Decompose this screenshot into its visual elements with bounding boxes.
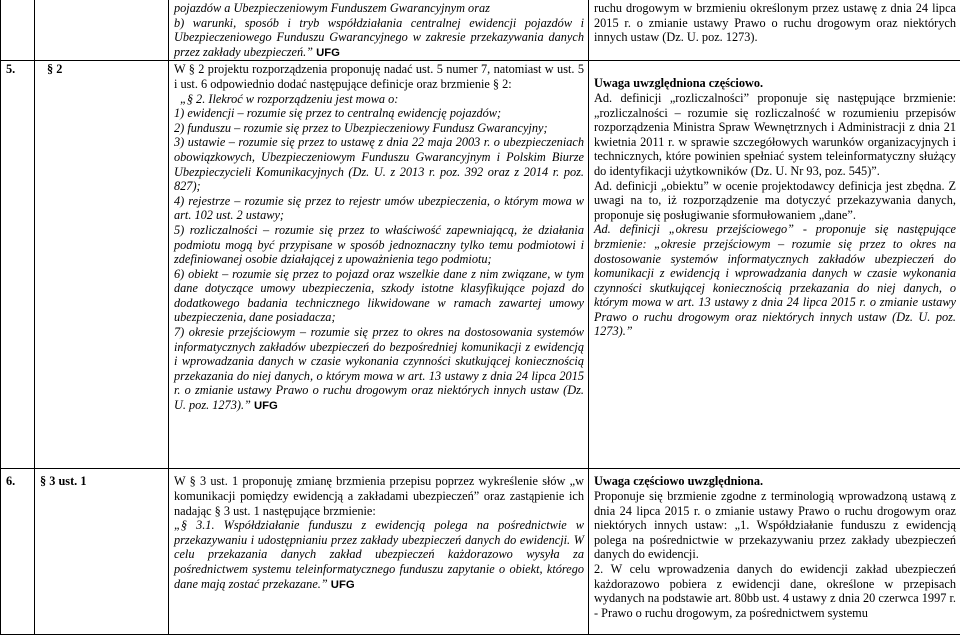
row-location: [35, 0, 169, 61]
remark-item: 6) obiekt – rozumie się przez to pojazd oraz wszelkie dane z nim związane, w tym dane dotyczące umowy ubezpieczenia, szkody istotne klasyfikujące pojazd do dodatkowego badania technicznego likwidowane w ramach zawartej umowy ubezpieczenia, dane posiadacza;: [174, 267, 584, 325]
remark-tag: UFG: [254, 400, 278, 412]
remark-intro: W § 3 ust. 1 proponuję zmianę brzmienia przepisu poprzez wykreślenie słów „w komunikacji pomiędzy ewidencją a zakładami ubezpieczeń” oraz zastąpienie ich nadając § 3 ust. 1 następujące brzmienie:: [174, 474, 584, 518]
table-row: [1, 61, 960, 469]
response-heading: Uwaga uwzględniona częściowo.: [594, 76, 956, 91]
remark-item: 2) funduszu – rozumie się przez to Ubezpieczeniowy Fundusz Gwarancyjny;: [174, 121, 584, 136]
response-paragraph: Proponuje się brzmienie zgodne z terminologią wprowadzoną ustawą z dnia 24 lipca 2015 r. o zmianie ustawy Prawo o ruchu drogowym oraz niektórych innych ustaw: „1. Współdziałanie funduszu z ewidencją polega na pośrednictwie w przekazywaniu przez zakłady ubezpieczeń danych do ewidencji.: [594, 489, 956, 562]
response-cell: [589, 61, 960, 469]
table-row: [1, 0, 960, 61]
response-cell: [589, 469, 960, 635]
remark-quote: „§ 3.1. Współdziałanie funduszu z ewidencją polega na pośrednictwie w przekazywaniu i udostępnianiu przez zakłady ubezpieczeń danych do ewidencji. W celu przekazania danych zakład ubezpieczeń każdorazowo wysyła za pośrednictwem systemu teleinformatycznego funduszu zapytanie o obiekt, którego dane mają zostać przekazane.”: [174, 518, 584, 590]
response-paragraph: 2. W celu wprowadzenia danych do ewidencji zakład ubezpieczeń każdorazowo pobiera z ewidencji dane, określone w przepisach wydanych na podstawie art. 80bb ust. 4 ustawy z dnia 20 czerwca 1997 r. - Prawo o ruchu drogowym, za pośrednictwem systemu: [594, 562, 956, 620]
response-heading: Uwaga częściowo uwzględniona.: [594, 474, 956, 489]
remark-intro: W § 2 projektu rozporządzenia proponuję nadać ust. 5 numer 7, natomiast w ust. 5 i ust. 6 odpowiednio dodać następujące definicje oraz brzmienie § 2:: [174, 62, 584, 91]
response-paragraph: Ad. definicji „obiektu” w ocenie projektodawcy definicja jest zbędna. Z uwagi na to, iż rozporządzenie ma dotyczyć przekazywania danych, proponuje się posługiwanie sformułowaniem „dane”.: [594, 179, 956, 223]
response-paragraph: Ad. definicji „okresu przejściowego” - proponuje się następujące brzmienie: „okresie przejściowym – rozumie się przez to okres na dostosowanie systemów informatycznych zakładów ubezpieczeń do komunikacji z ewidencją i wprowadzania danych w czasie wykonania czynności skutkującej koniecznością przekazania do niej danych, o którym mowa w art. 13 ustawy z dnia 24 lipca 2015 r. o zmianie ustawy Prawo o ruchu drogowym oraz niektórych innych ustaw (Dz. U. poz. 1273).”: [594, 222, 956, 339]
row-number: [1, 0, 35, 61]
remark-cell: [169, 61, 589, 469]
remark-line: pojazdów a Ubezpieczeniowym Funduszem Gwarancyjnym oraz: [174, 1, 584, 16]
remark-line: b) warunki, sposób i tryb współdziałania centralnej ewidencji pojazdów i Ubezpieczeniowego Funduszu Gwarancyjnego w zakresie przekazywania danych przez zakłady ubezpieczeń.”: [174, 16, 584, 59]
remark-item: 5) rozliczalności – rozumie się przez to właściwość zapewniającą, że działania podmiotu mogą być przypisane w sposób jednoznaczny tylko temu podmiotowi i zdefiniowanej osobie działającej z upoważnienia tego podmiotu;: [174, 223, 584, 267]
remark-item: „§ 2. Ilekroć w rozporządzeniu jest mowa o:: [174, 92, 584, 107]
response-cell: [589, 0, 960, 61]
remark-tag: UFG: [316, 47, 340, 59]
row-number: 5.: [1, 61, 35, 469]
remark-item: 7) okresie przejściowym – rozumie się przez to okres na dostosowania systemów informatycznych zakładów ubezpieczeń do bezpośredniej komunikacji z ewidencją i wprowadzania danych w czasie wykonania czynności skutkującej koniecznością przekazania do niej danych, o którym mowa w art. 13 ustawy z dnia 24 lipca 2015 r. o zmianie ustawy Prawo o ruchu drogowym oraz niektórych innych ustaw (Dz. U. poz. 1273).”: [174, 325, 584, 412]
row-location: § 3 ust. 1: [35, 469, 169, 635]
remark-cell: [169, 0, 589, 61]
remark-tag: UFG: [331, 579, 355, 591]
table-row: [1, 469, 960, 635]
remark-item: 3) ustawie – rozumie się przez to ustawę z dnia 22 maja 2003 r. o ubezpieczeniach obowiązkowych, Ubezpieczeniowym Funduszu Gwarancyjnym i Polskim Biurze Ubezpieczycieli Komunikacyjnych (Dz. U. z 2013 r. poz. 392 oraz z 2014 r. poz. 827);: [174, 135, 584, 193]
row-number: 6.: [1, 469, 35, 635]
row-location: § 2: [35, 61, 169, 469]
response-line: ruchu drogowym w brzmieniu określonym przez ustawę z dnia 24 lipca 2015 r. o zmianie ustawy Prawo o ruchu drogowym oraz niektórych innych ustaw (Dz. U. poz. 1273).: [594, 1, 956, 45]
remark-item: 1) ewidencji – rozumie się przez to centralną ewidencję pojazdów;: [174, 106, 584, 121]
remark-item: 4) rejestrze – rozumie się przez to rejestr umów ubezpieczenia, o którym mowa w art. 102 ust. 2 ustawy;: [174, 194, 584, 223]
remark-cell: [169, 469, 589, 635]
response-paragraph: Ad. definicji „rozliczalności” proponuje się następujące brzmienie: „rozliczalności – rozumie się rozliczalność w rozumieniu przepisów rozporządzenia Ministra Spraw Wewnętrznych i Administracji z dnia 21 kwietnia 2011 r. w sprawie szczegółowych warunków organizacyjnych i technicznych, które powinien spełniać system teleinformatyczny służący do identyfikacji użytkowników (Dz. U. Nr 93, poz. 545)”.: [594, 91, 956, 179]
